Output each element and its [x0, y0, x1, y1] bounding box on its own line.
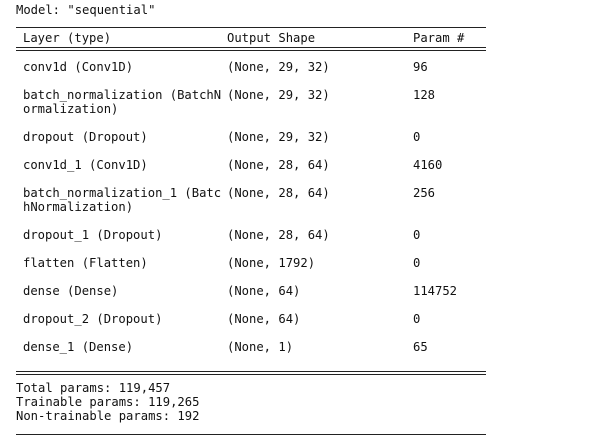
top-rule	[16, 27, 486, 28]
total-params: Total params: 119,457	[16, 381, 171, 395]
param-count: 0	[413, 256, 421, 270]
param-count: 65	[413, 340, 428, 354]
model-title: Model: "sequential"	[16, 3, 156, 17]
layer-name: conv1d (Conv1D)	[23, 60, 134, 74]
param-count: 0	[413, 228, 421, 242]
output-shape: (None, 29, 32)	[227, 60, 330, 74]
output-shape: (None, 28, 64)	[227, 186, 330, 200]
layer-name: dropout (Dropout)	[23, 130, 148, 144]
output-shape: (None, 64)	[227, 284, 301, 298]
header-params: Param #	[413, 31, 465, 45]
layer-name: batch_normalization (BatchN ormalization)	[23, 88, 222, 116]
header-layer: Layer (type)	[23, 31, 112, 45]
bottom-rule	[16, 434, 486, 435]
output-shape: (None, 28, 64)	[227, 158, 330, 172]
layer-name: conv1d_1 (Conv1D)	[23, 158, 148, 172]
non-trainable-params: Non-trainable params: 192	[16, 409, 200, 423]
layer-name: batch_normalization_1 (Batc hNormalization)	[23, 186, 222, 214]
header-double-rule	[16, 47, 486, 51]
output-shape: (None, 1792)	[227, 256, 316, 270]
param-count: 0	[413, 312, 421, 326]
header-output-shape: Output Shape	[227, 31, 316, 45]
param-count: 4160	[413, 158, 443, 172]
output-shape: (None, 64)	[227, 312, 301, 326]
output-shape: (None, 29, 32)	[227, 130, 330, 144]
param-count: 0	[413, 130, 421, 144]
footer-double-rule	[16, 371, 486, 375]
trainable-params: Trainable params: 119,265	[16, 395, 200, 409]
output-shape: (None, 29, 32)	[227, 88, 330, 102]
param-count: 128	[413, 88, 436, 102]
layer-name: dropout_1 (Dropout)	[23, 228, 163, 242]
output-shape: (None, 1)	[227, 340, 294, 354]
param-count: 256	[413, 186, 436, 200]
layer-name: dense (Dense)	[23, 284, 119, 298]
layer-name: flatten (Flatten)	[23, 256, 148, 270]
param-count: 114752	[413, 284, 458, 298]
layer-name: dense_1 (Dense)	[23, 340, 134, 354]
param-count: 96	[413, 60, 428, 74]
layer-name: dropout_2 (Dropout)	[23, 312, 163, 326]
output-shape: (None, 28, 64)	[227, 228, 330, 242]
